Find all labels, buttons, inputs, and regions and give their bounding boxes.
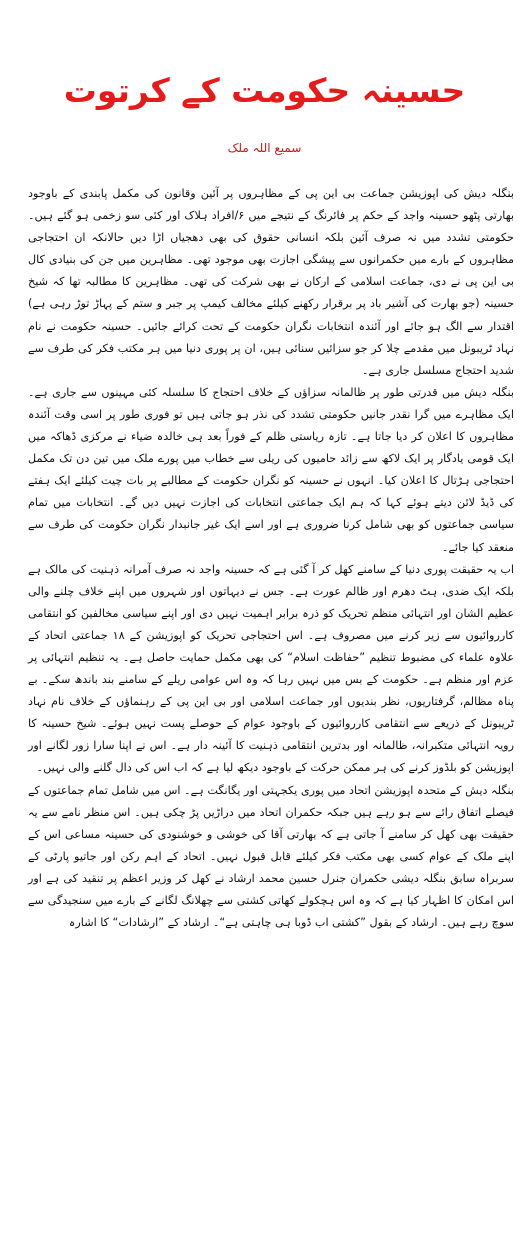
article-title: حسینہ حکومت کے کرتوت — [63, 71, 466, 110]
article-paragraph: بنگلہ دیش میں قدرتی طور پر ظالمانہ سزاؤں کے خلاف احتجاج کا سلسلہ کئی مہینوں سے جاری ہے۔ ایک مظاہرے میں گرا نقدر جانیں حکومتی تشدد کی نذر ہو جاتی ہیں تو فوری طور پر اسی وقت آئندہ مظاہروں کا اعلان کر دیا جاتا ہے۔ تازہ ریاستی ظلم کے فوراً بعد ہی خالدہ ضیاء نے مرکزی ڈھاکہ میں ایک قومی یادگار پر ایک لاکھ سے زائد حامیوں کی ریلی سے خطاب میں پورے ملک میں تین دن تک مکمل احتجاجی ہڑتال کا اعلان کیا۔ انہوں نے حسینہ کو نگران حکومت کے مطالبے پر بات چیت کیلئے ایک ہفتے کی ڈیڈ لائن دیتے ہوئے کہا کہ ہم ایک جماعتی انتخابات کی اجازت نہیں دیں گے۔ انتخابات میں تمام سیاسی جماعتوں کو بھی شامل کرنا ضروری ہے اور اسے ایک غیر جانبدار نگران حکومت کی طرف سے منعقد کیا جائے۔ — [28, 385, 514, 554]
article-paragraph: اب یہ حقیقت پوری دنیا کے سامنے کھل کر آ گئی ہے کہ حسینہ واجد نہ صرف آمرانہ ذہنیت کی مالک ہے بلکہ ایک ضدی، ہٹ دھرم اور ظالم عورت ہے۔ جس نے دیہاتوں اور شہروں میں اپنے خلاف چلنے والی عظیم الشان اور انتہائی منظم تحریک کو ذرہ برابر اہمیت نہیں دی اور اپنے سیاسی مخالفین کو انتقامی کارروائیوں سے زیر کرنے میں مصروف ہے۔ اس احتجاجی تحریک کو اپوزیشن کے ۱۸ جماعتی اتحاد کے علاوہ علماء کی مضبوط تنظیم ”حفاظت اسلام“ کی بھی مکمل حمایت حاصل ہے۔ یہ تنظیم انتہائی پر عزم اور منظم ہے۔ حکومت کے بس میں نہیں رہا کہ وہ اس عوامی ریلے کے سامنے بند باندھ سکے۔ بے پناہ مظالم، گرفتاریوں، نظر بندیوں اور جماعت اسلامی اور بی این پی کے رہنماؤں کے خلاف نام نہاد ٹریبونل کے ذریعے سے انتقامی کارروائیوں کے باوجود عوام کے حوصلے پست نہیں ہوئے۔ شیخ حسینہ کا رویہ انتہائی متکبرانہ، ظالمانہ اور بدترین انتقامی ذہنیت کا آئینہ دار ہے۔ اس نے اپنا سارا زور لگانے اور اپوزیشن کو بلڈوز کرنے کی ہر ممکن حرکت کے باوجود دیکھ لیا ہے کہ اب اس کی دال گلنے والی نہیں۔ — [28, 562, 514, 775]
article-paragraph: بنگلہ دیش کے متحدہ اپوزیشن اتحاد میں پوری یکجہتی اور یگانگت ہے۔ اس میں شامل تمام جماعتوں کے فیصلے اتفاق رائے سے ہو رہے ہیں جبکہ حکمران اتحاد میں دراڑیں پڑ چکی ہیں۔ اس منظر نامے سے یہ حقیقت بھی کھل کر سامنے آ جاتی ہے کہ بھارتی آقا کی خوشی و خوشنودی کی حسینہ مساعی اس کے اپنے ملک کے عوام کسی بھی مکتب فکر کیلئے قابل قبول نہیں۔ اتحاد کے اہم رکن اور جاتیو پارٹی کے سربراہ سابق بنگلہ دیشی حکمران جنرل حسین محمد ارشاد نے کھل کر وزیر اعظم پر تنقید کی ہے اور اس امکان کا اظہار کیا ہے کہ وہ اس ہچکولے کھاتی کشتی سے چھلانگ لگانے کے بارے میں سنجیدگی سے سوچ رہے ہیں۔ ارشاد کے بقول ”کشتی اب ڈوبا ہی چاہتی ہے“۔ ارشاد کے ”ارشادات“ کا اشارہ — [28, 783, 514, 930]
article-paragraph: بنگلہ دیش کی اپوزیشن جماعت بی این پی کے مظاہروں پر آئین وقانون کی مکمل پابندی کے باوجود بھارتی پٹھو حسینہ واجد کے حکم پر فائرنگ کے نتیجے میں ۶/افراد ہلاک اور کئی سو زخمی ہو گئے ہیں۔ حکومتی تشدد میں نہ صرف آئین بلکہ انسانی حقوق کی بھی دھجیاں اڑا دیں حالانکہ ان احتجاجی مظاہروں کے بارے میں حکمرانوں سے پیشگی اجازت بھی موجود تھی۔ مظاہرین میں جن کی بنیادی کال بی این پی نے دی، جماعت اسلامی کے ارکان نے بھی شرکت کی تھی۔ مظاہرین کا مطالبہ تھا کہ شیخ حسینہ (جو بھارت کی آشیر باد پر برقرار رکھنے کیلئے مخالف کیمپ پر جبر و ستم کے پہاڑ توڑ رہی ہے) اقتدار سے الگ ہو جائے اور آئندہ انتخابات نگران حکومت کے تحت کرائے جائیں۔ حسینہ حکومت نے نام نہاد ٹریبونل میں مقدمے چلا کر جو سزائیں سنائی ہیں، ان پر پوری دنیا میں ہر مکتب فکر کی طرف سے شدید احتجاج مسلسل جاری ہے۔ — [28, 187, 514, 377]
author-byline: سمیع اللہ ملک — [227, 141, 302, 155]
article-body — [28, 183, 514, 934]
